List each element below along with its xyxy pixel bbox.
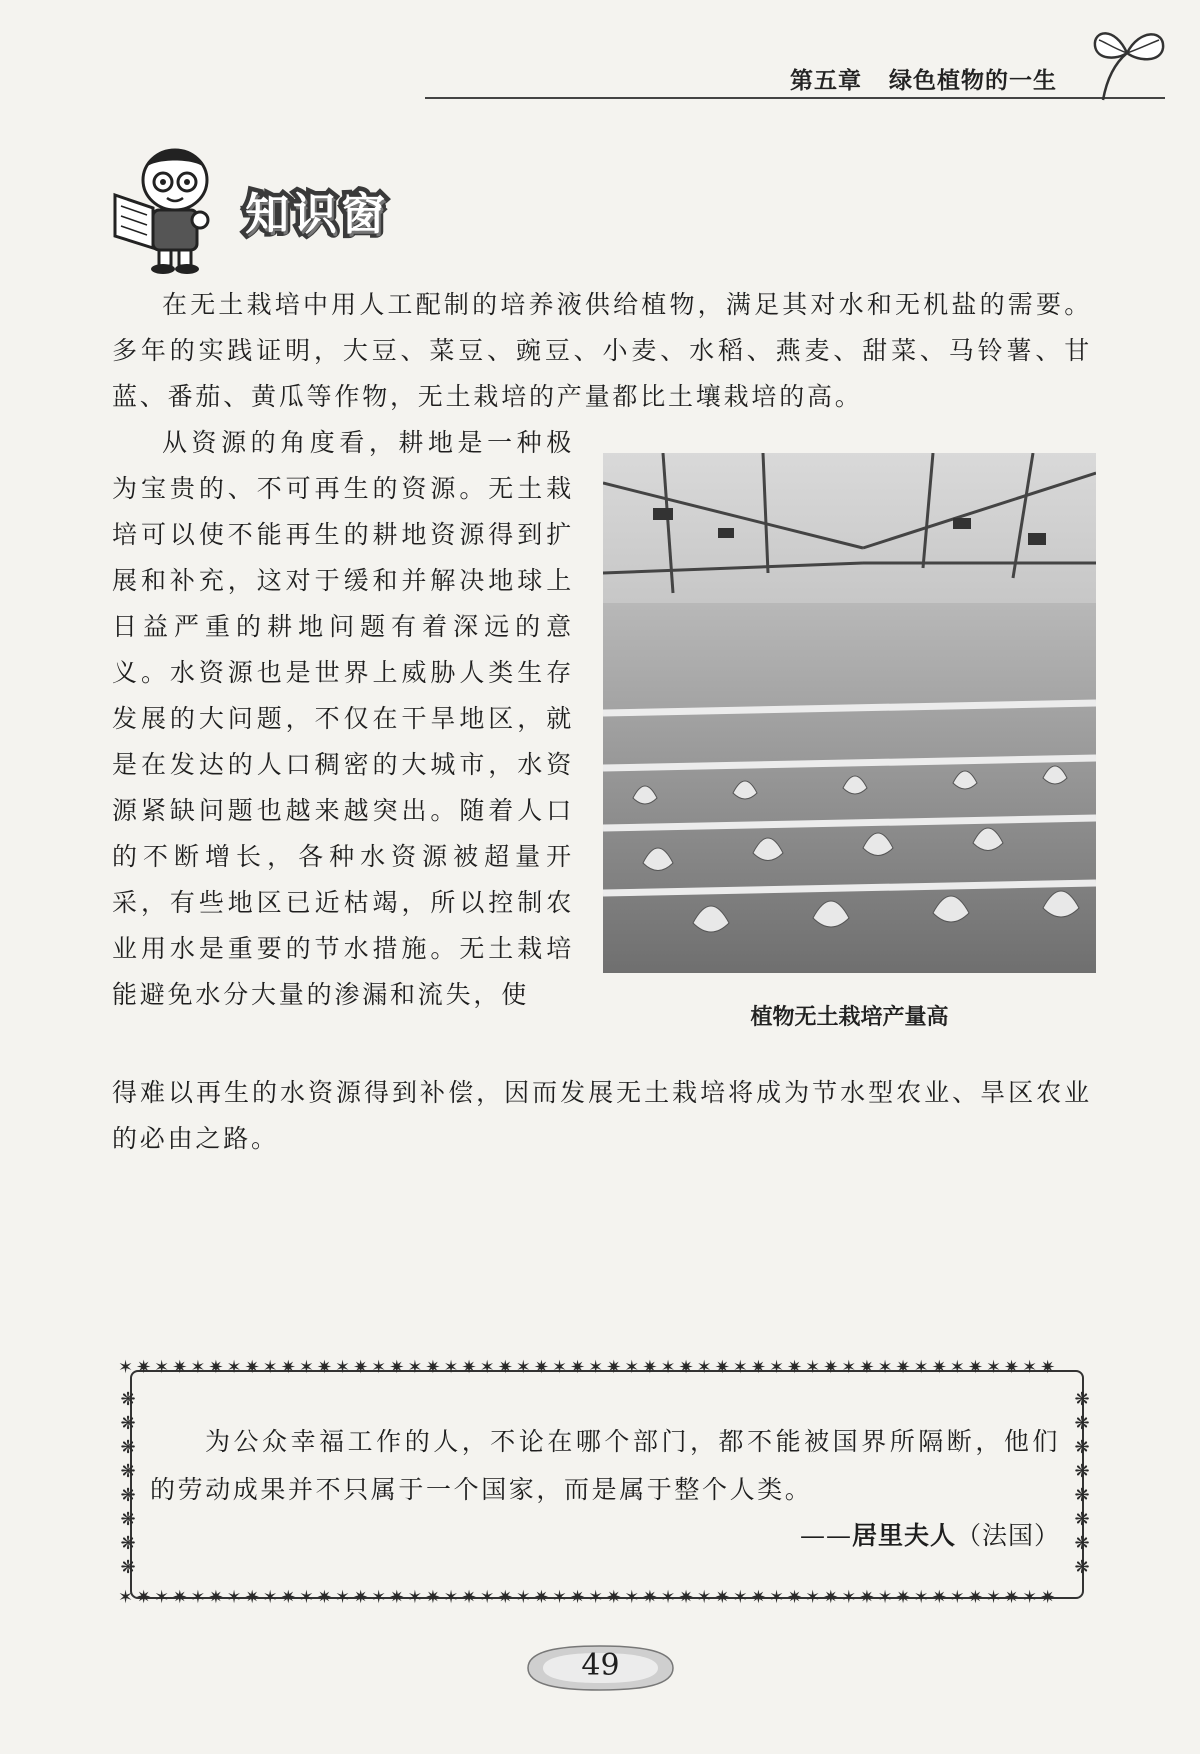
greenhouse-illustration xyxy=(603,453,1096,973)
ornament-border-left: ❋ ❋ ❋ ❋ ❋ ❋ ❋ ❋ xyxy=(120,1389,136,1578)
ornament-border-top: ✶✷✶✷✶✷✶✷✶✷✶✷✶✷✶✷✶✷✶✷✶✷✶✷✶✷✶✷✶✷✶✷✶✷✶✷✶✷✶✷✶✷✶✷✶✷✶✷✶✷✶✷ xyxy=(118,1358,1059,1378)
ornament-border-bottom: ✶✷✶✷✶✷✶✷✶✷✶✷✶✷✶✷✶✷✶✷✶✷✶✷✶✷✶✷✶✷✶✷✶✷✶✷✶✷✶✷✶✷✶✷✶✷✶✷✶✷✶✷ xyxy=(118,1588,1059,1608)
quote-dash: —— xyxy=(799,1521,852,1550)
paragraph-1: 在无土栽培中用人工配制的培养液供给植物，满足其对水和无机盐的需要。多年的实践证明，大豆、菜豆、豌豆、小麦、水稻、燕麦、甜菜、马铃薯、甘蓝、番茄、黄瓜等作物，无土栽培的产量都比土壤栽培的高。 xyxy=(112,290,1092,411)
hydroponic-greenhouse-photo xyxy=(603,453,1096,973)
quote-origin: （法国） xyxy=(955,1521,1060,1550)
chapter-header xyxy=(790,62,1057,95)
chapter-title: 绿色植物的一生 xyxy=(889,68,1058,94)
quote-text: 为公众幸福工作的人，不论在哪个部门，都不能被国界所隔断，他们的劳动成果并不只属于一个国家，而是属于整个人类。 xyxy=(150,1427,1060,1504)
quote-author: 居里夫人 xyxy=(851,1521,956,1550)
chapter-number: 第五章 xyxy=(790,68,862,94)
ornament-border-right: ❋ ❋ ❋ ❋ ❋ ❋ ❋ ❋ xyxy=(1074,1389,1090,1578)
header-rule xyxy=(425,97,1165,99)
paragraph-2-part-1: 从资源的角度看，耕地是一种极为宝贵的、不可再生的资源。无土栽培可以使不能再生的耕地资源得到扩展和补充，这对于缓和并解决地球上日益严重的耕地问题有着深远的意义。水资源也是世界上威胁人类生存发展的大问题，不仅在干旱地区，就是在发达的人口稠密的大城市，水资源紧缺问题也越来越突出。随着人口的不断增长，各种水资源被超量开采，有些地区已近枯竭，所以控制农业用水是重要的节水措施。无土栽培能避免水分大量的渗漏和流失，使 xyxy=(112,428,574,1009)
page-number: 49 xyxy=(581,1648,620,1683)
sprout-icon xyxy=(1085,18,1170,103)
reading-boy-icon xyxy=(105,140,230,275)
paragraph-2-part-2: 得难以再生的水资源得到补偿，因而发展无土栽培将成为节水型农业、旱区农业的必由之路。 xyxy=(112,1078,1092,1153)
quote-attribution xyxy=(700,1512,1060,1560)
photo-caption: 植物无土栽培产量高 xyxy=(750,1005,949,1030)
section-title: 知识窗 xyxy=(245,189,389,240)
